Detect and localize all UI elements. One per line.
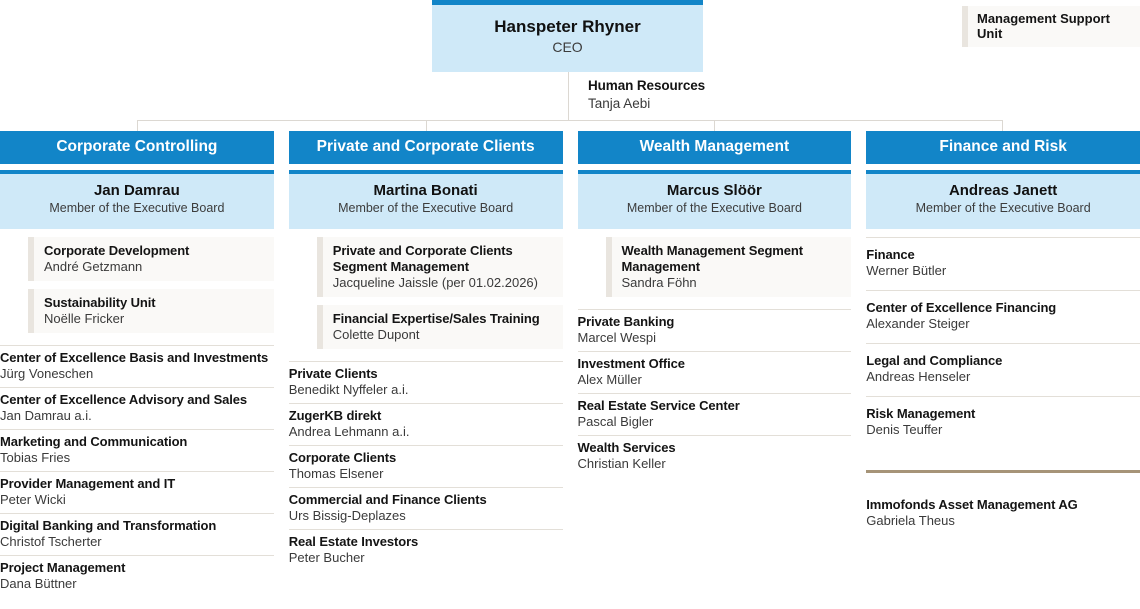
- management-support-unit: Management Support Unit: [962, 6, 1140, 47]
- executive-role: Member of the Executive Board: [626, 201, 802, 215]
- division-header: Private and Corporate Clients: [289, 131, 563, 164]
- department-item: Project Management Dana Büttner: [0, 555, 274, 597]
- connector-rail: [137, 120, 1003, 121]
- human-resources-person: Tanja Aebi: [588, 96, 651, 111]
- ceo-title: CEO: [552, 39, 583, 55]
- department-item: Center of Excellence Basis and Investments Jürg Voneschen: [0, 345, 274, 387]
- executive-name: Martina Bonati: [373, 182, 478, 199]
- column-finance-and-risk: [866, 131, 1140, 597]
- executive-card: [289, 170, 563, 229]
- department-item: Investment Office Alex Müller: [578, 351, 852, 393]
- department-item: Commercial and Finance Clients Urs Bissig-Deplazes: [289, 487, 563, 529]
- executive-card: [578, 170, 852, 229]
- department-item: Risk Management Denis Teuffer: [866, 396, 1140, 449]
- department-item: Corporate Clients Thomas Elsener: [289, 445, 563, 487]
- connector-stub-col2: [426, 120, 427, 131]
- division-header: Wealth Management: [578, 131, 852, 164]
- division-columns: [0, 131, 1140, 597]
- staff-unit-item: Private and Corporate Clients Segment Management Jacqueline Jaissle (per 01.02.2026): [317, 237, 563, 297]
- department-item: Private Clients Benedikt Nyffeler a.i.: [289, 361, 563, 403]
- department-item: Finance Werner Bütler: [866, 237, 1140, 290]
- department-item: Legal and Compliance Andreas Henseler: [866, 343, 1140, 396]
- connector-stub-col4: [1002, 120, 1003, 131]
- department-item: Center of Excellence Advisory and Sales Jan Damrau a.i.: [0, 387, 274, 429]
- column-private-and-corporate-clients: [289, 131, 563, 597]
- department-item: Center of Excellence Financing Alexander Steiger: [866, 290, 1140, 343]
- department-item: Marketing and Communication Tobias Fries: [0, 429, 274, 471]
- staff-unit-item: Wealth Management Segment Management Sandra Föhn: [606, 237, 852, 297]
- executive-name: Andreas Janett: [948, 182, 1058, 199]
- executive-card: [0, 170, 274, 229]
- staff-unit-item: Financial Expertise/Sales Training Colette Dupont: [317, 305, 563, 349]
- executive-card: [866, 170, 1140, 229]
- department-item: Digital Banking and Transformation Christof Tscherter: [0, 513, 274, 555]
- department-item: ZugerKB direkt Andrea Lehmann a.i.: [289, 403, 563, 445]
- department-item: Wealth Services Christian Keller: [578, 435, 852, 477]
- staff-unit-item: Corporate Development André Getzmann: [28, 237, 274, 281]
- executive-role: Member of the Executive Board: [49, 201, 225, 215]
- division-header: Corporate Controlling: [0, 131, 274, 164]
- staff-unit-item: Sustainability Unit Noëlle Fricker: [28, 289, 274, 333]
- department-item: Real Estate Service Center Pascal Bigler: [578, 393, 852, 435]
- department-item: Real Estate Investors Peter Bucher: [289, 529, 563, 571]
- column-corporate-controlling: [0, 131, 274, 597]
- connector-stub-col1: [137, 120, 138, 131]
- department-item: Private Banking Marcel Wespi: [578, 309, 852, 351]
- executive-name: Jan Damrau: [93, 182, 180, 199]
- subsidiary-item: Immofonds Asset Management AG Gabriela Theus: [866, 497, 1078, 528]
- ceo-name: Hanspeter Rhyner: [494, 17, 641, 36]
- executive-role: Member of the Executive Board: [338, 201, 514, 215]
- department-item: Provider Management and IT Peter Wicki: [0, 471, 274, 513]
- connector-ceo-vertical: [568, 72, 569, 121]
- connector-stub-col3: [714, 120, 715, 131]
- column-wealth-management: [578, 131, 852, 597]
- executive-name: Marcus Slöör: [666, 182, 762, 199]
- ceo-card: [432, 0, 703, 72]
- executive-role: Member of the Executive Board: [915, 201, 1091, 215]
- human-resources-label: Human Resources: [588, 78, 706, 93]
- division-header: Finance and Risk: [866, 131, 1140, 164]
- human-resources-unit: [588, 78, 705, 112]
